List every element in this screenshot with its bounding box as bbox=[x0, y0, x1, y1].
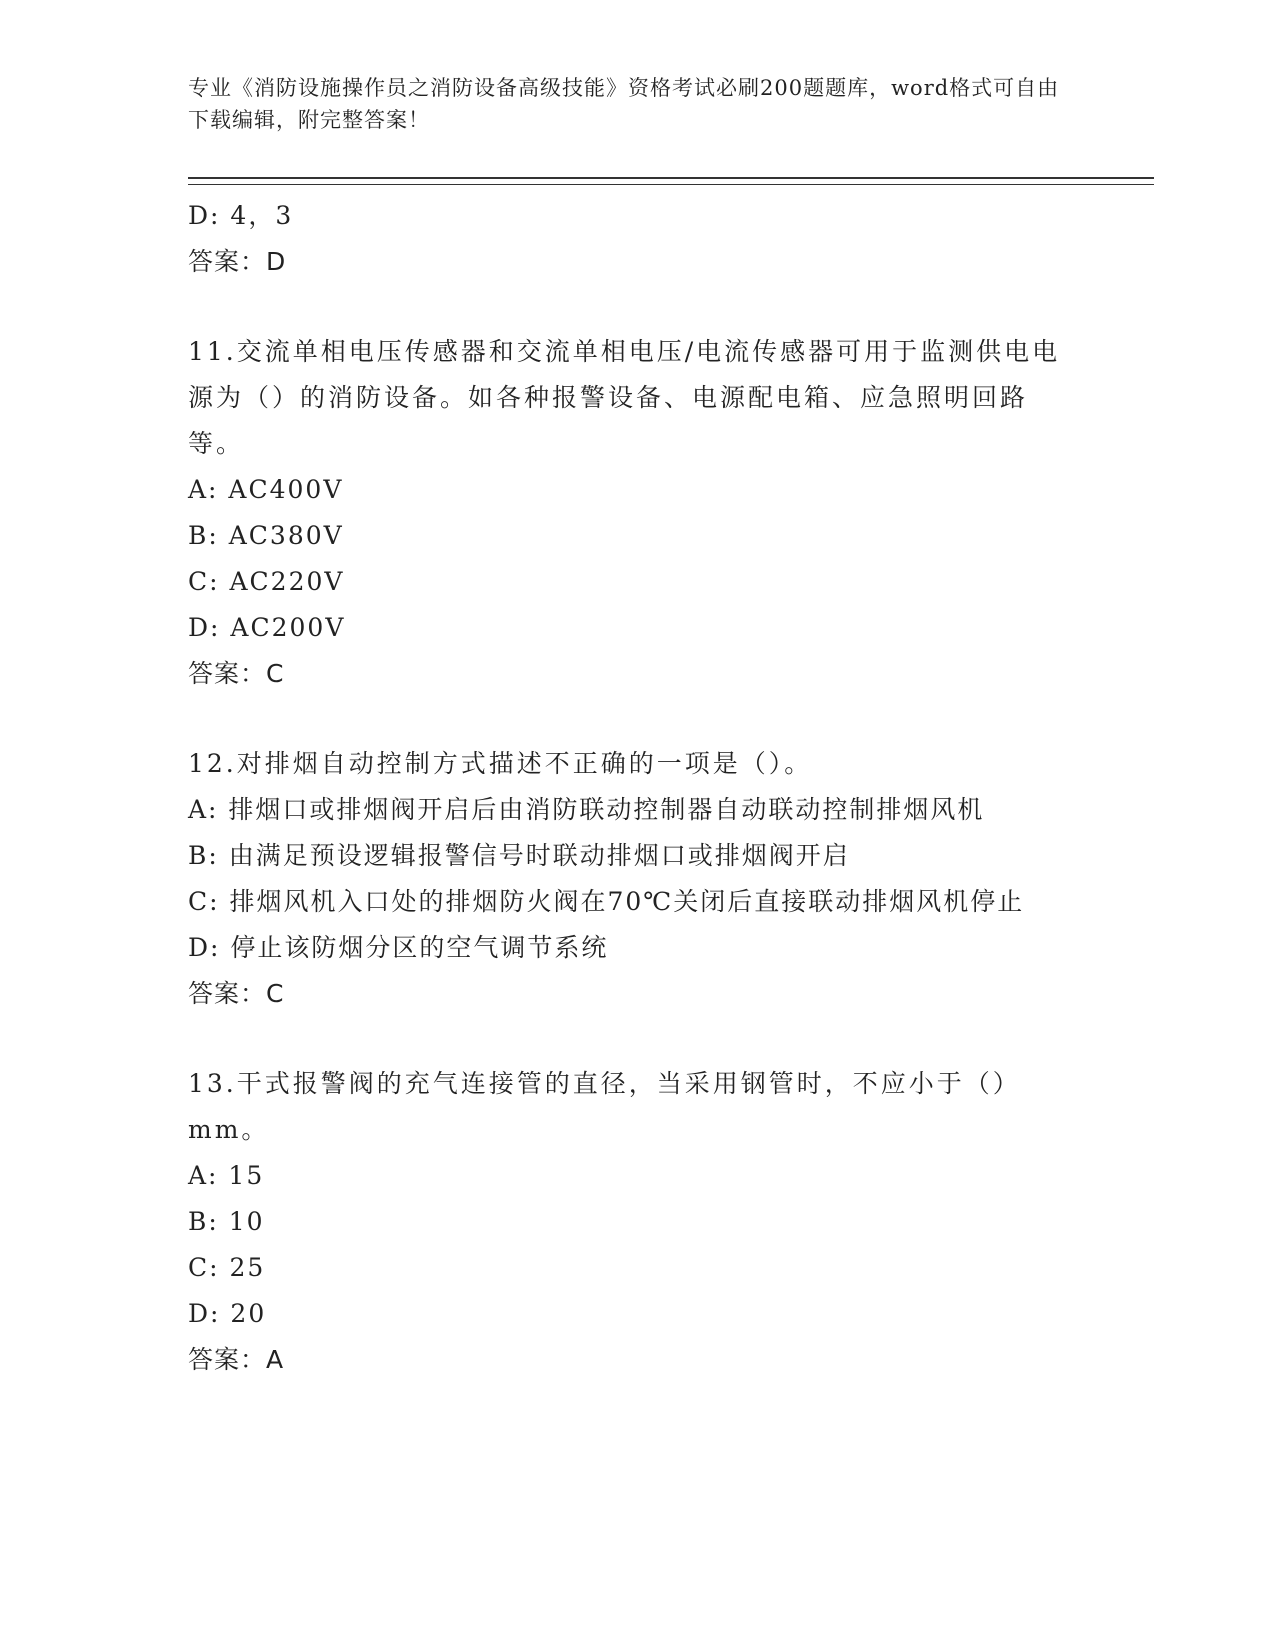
header-divider bbox=[188, 177, 1154, 185]
option-b: B: 由满足预设逻辑报警信号时联动排烟口或排烟阀开启 bbox=[188, 841, 850, 870]
option-d: D: 20 bbox=[188, 1299, 267, 1328]
question-11 bbox=[188, 329, 1088, 697]
option-d: D: 4，3 bbox=[188, 201, 294, 230]
option-b: B: AC380V bbox=[188, 521, 344, 550]
question-13 bbox=[188, 1061, 1088, 1383]
option-b: B: 10 bbox=[188, 1207, 265, 1236]
option-a: A: AC400V bbox=[188, 475, 344, 504]
option-c: C: 排烟风机入口处的排烟防火阀在70℃关闭后直接联动排烟风机停止 bbox=[188, 887, 1025, 916]
spacer bbox=[188, 697, 1088, 741]
question-stem: 12.对排烟自动控制方式描述不正确的一项是（）。 bbox=[188, 749, 813, 778]
document-header: 专业《消防设施操作员之消防设备高级技能》资格考试必刷200题题库，word格式可自由下载编辑，附完整答案！ bbox=[188, 76, 1060, 132]
option-c: C: AC220V bbox=[188, 567, 345, 596]
spacer bbox=[188, 285, 1088, 329]
option-d: D: 停止该防烟分区的空气调节系统 bbox=[188, 933, 609, 962]
answer-line: 答案：D bbox=[188, 247, 287, 276]
answer-line: 答案：A bbox=[188, 1345, 285, 1374]
option-d: D: AC200V bbox=[188, 613, 346, 642]
option-a: A: 排烟口或排烟阀开启后由消防联动控制器自动联动控制排烟风机 bbox=[188, 795, 985, 824]
document-body bbox=[188, 193, 1088, 1383]
question-stem: 11.交流单相电压传感器和交流单相电压/电流传感器可用于监测供电电源为（）的消防设备。如各种报警设备、电源配电箱、应急照明回路等。 bbox=[188, 337, 1061, 458]
option-c: C: 25 bbox=[188, 1253, 266, 1282]
answer-line: 答案：C bbox=[188, 659, 285, 688]
question-stem: 13.干式报警阀的充气连接管的直径，当采用钢管时，不应小于（）mm。 bbox=[188, 1069, 1021, 1144]
spacer bbox=[188, 1017, 1088, 1061]
answer-line: 答案：C bbox=[188, 979, 285, 1008]
question-12 bbox=[188, 741, 1088, 1017]
option-a: A: 15 bbox=[188, 1161, 265, 1190]
